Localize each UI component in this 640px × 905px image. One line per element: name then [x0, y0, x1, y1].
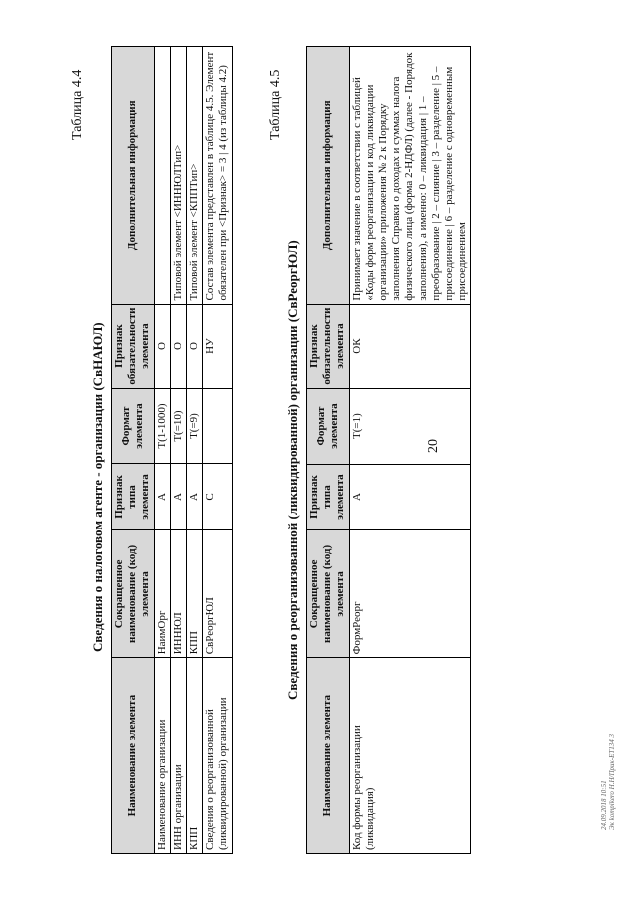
t2-header: Формат элемента: [307, 388, 350, 464]
t1-cell: С: [203, 464, 232, 530]
t1-cell: НУ: [203, 304, 232, 388]
table-4-5-label: Таблица 4.5: [268, 69, 283, 140]
t1-cell: Состав элемента представлен в таблице 4.5. Элемент обязателен при <Признак> = 3 | 4 (из таблицы 4.2): [203, 47, 232, 305]
page-number: 20: [426, 439, 441, 453]
table-row: [203, 47, 232, 854]
t2-cell: А: [349, 464, 471, 530]
table-4-5-title: Сведения о реорганизованной (ликвидированной) организации (СвРеоргЮЛ): [285, 240, 300, 700]
table-row: [349, 47, 471, 854]
t1-cell: О: [170, 304, 186, 388]
t1-cell: О: [154, 304, 170, 388]
table-4-4-label: Таблица 4.4: [70, 69, 85, 140]
table-row: [170, 47, 186, 854]
t2-cell: Принимает значение в соответствии с таблицей «Коды форм реорганизации и код ликвидации организации» приложения № 2 к Порядку заполнения Справки о доходах и суммах налога физического лица (форма 2-НДФЛ) (далее - Порядок заполнения), а именно: 0 – ликвидация | 1 – преобразование | 2 – слияние | 3 – разделение | 5 – присоединение | 6 – разделение с одновременным присоединением: [349, 47, 471, 305]
t1-cell: КПП: [186, 658, 202, 854]
t1-cell: Типовой элемент <КППТип>: [186, 47, 202, 305]
t1-cell: Типовой элемент <ИННЮЛТип>: [170, 47, 186, 305]
t2-cell: T(=1): [349, 388, 471, 464]
t1-cell: О: [186, 304, 202, 388]
table-row: [186, 47, 202, 854]
t1-cell: А: [154, 464, 170, 530]
t1-cell: ИННЮЛ: [170, 530, 186, 658]
t1-cell: А: [170, 464, 186, 530]
table-4-4-title: Сведения о налоговом агенте - организации (СвНАЮЛ): [90, 322, 105, 652]
t1-cell: НаимОрг: [154, 530, 170, 658]
t2-cell: Код формы реорганизации (ликвидация): [349, 658, 471, 854]
t2-header: Наименование элемента: [307, 658, 350, 854]
table-row: [154, 47, 170, 854]
t2-cell: ФормРеорг: [349, 530, 471, 658]
t2-header: Сокращенное наименование (код) элемента: [307, 530, 350, 658]
t1-header: Формат элемента: [112, 388, 155, 464]
t1-cell: Сведения о реорганизованной (ликвидированной) организации: [203, 658, 232, 854]
table-4-5: [306, 46, 471, 854]
t1-cell: ИНН организации: [170, 658, 186, 854]
t1-cell: А: [186, 464, 202, 530]
t2-header: Признак типа элемента: [307, 464, 350, 530]
t1-header: Сокращенное наименование (код) элемента: [112, 530, 155, 658]
t1-cell: [203, 388, 232, 464]
t1-cell: T(=9): [186, 388, 202, 464]
t1-header: Признак обязательности элемента: [112, 304, 155, 388]
print-stamp: [600, 734, 617, 830]
t2-cell: ОК: [349, 304, 471, 388]
stamp-line: 24.09.2018 10:51: [600, 780, 608, 830]
t1-header: Наименование элемента: [112, 658, 155, 854]
t1-header: Дополнительная информация: [112, 47, 155, 305]
t1-cell: T(1-1000): [154, 388, 170, 464]
t1-cell: СвРеоргЮЛ: [203, 530, 232, 658]
t1-cell: [154, 47, 170, 305]
table-4-4: [111, 46, 233, 854]
t1-cell: КПП: [186, 530, 202, 658]
t2-header: Дополнительная информация: [307, 47, 350, 305]
t1-cell: Наименование организации: [154, 658, 170, 854]
t2-header: Признак обязательности элемента: [307, 304, 350, 388]
t1-cell: T(=10): [170, 388, 186, 464]
stamp-line: Эк kompikero Н.Н/Прик-ЕТ134 3: [608, 733, 617, 830]
t1-header: Признак типа элемента: [112, 464, 155, 530]
